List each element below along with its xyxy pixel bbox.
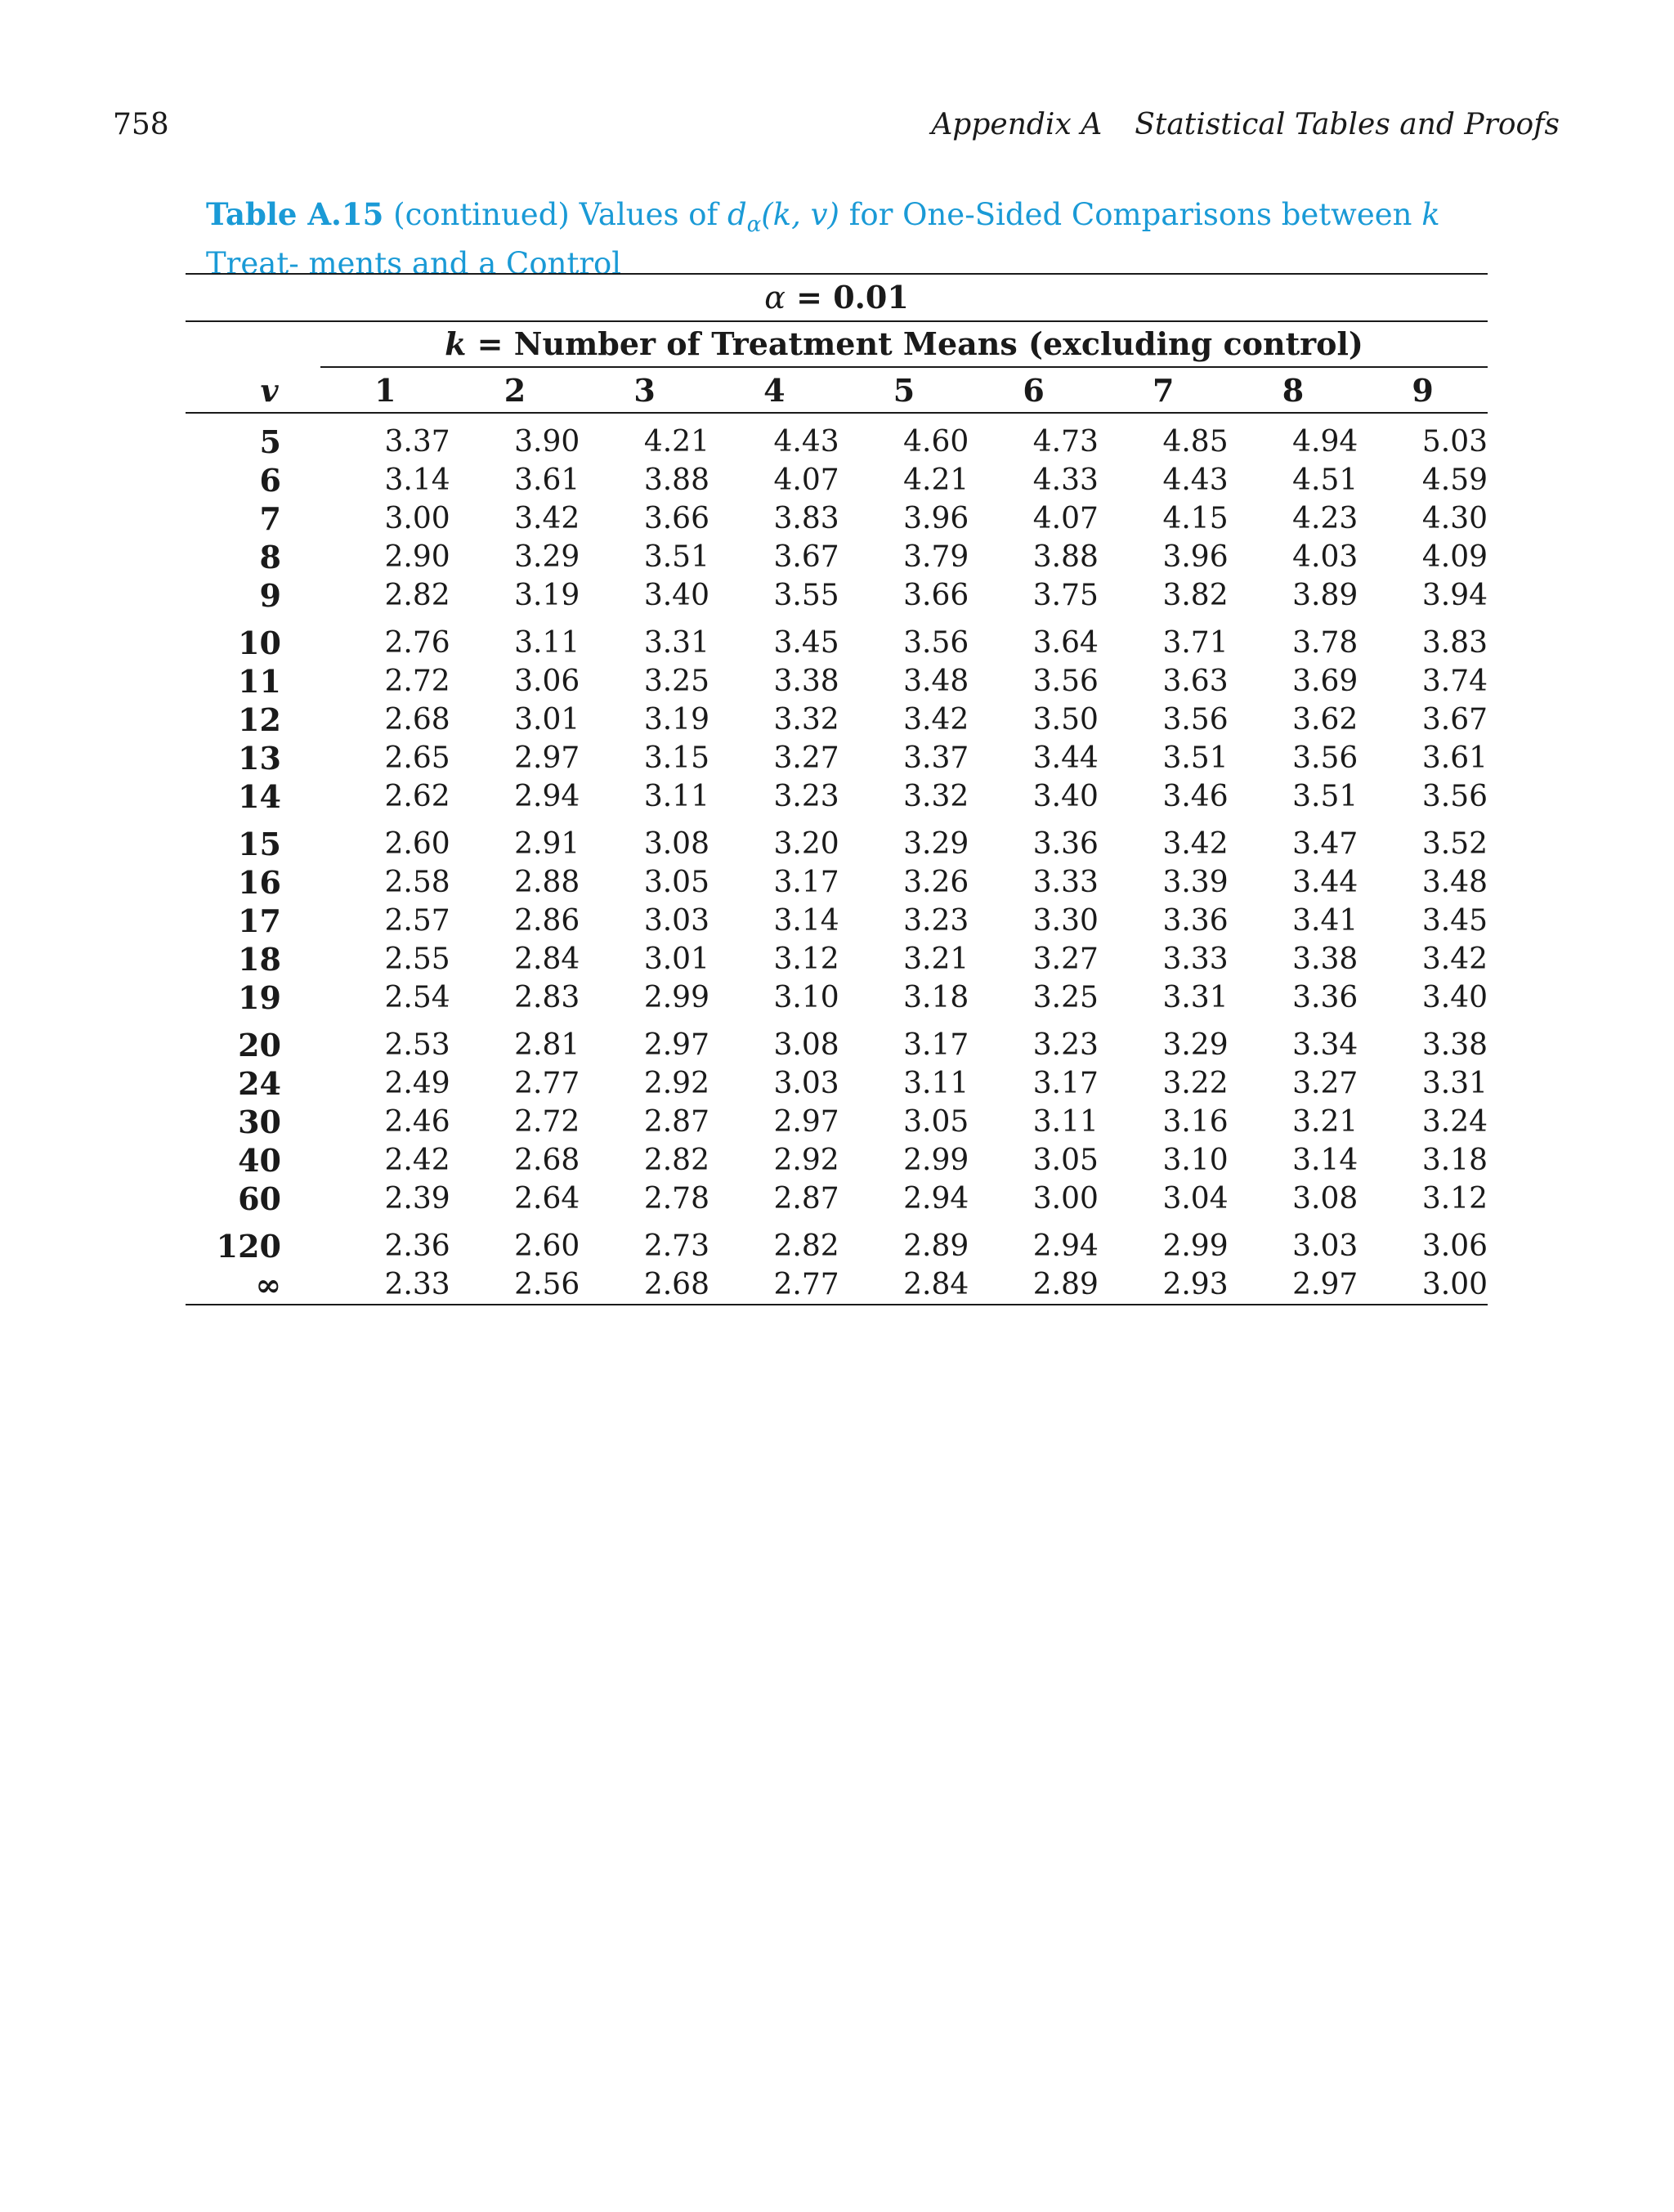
table-row: [186, 1141, 1488, 1180]
table-cell: 2.89: [903, 1229, 969, 1263]
table-cell: 3.30: [1032, 904, 1099, 938]
table-cell: 2.46: [384, 1105, 450, 1139]
table-cell: 2.53: [384, 1028, 450, 1062]
table-cell: 3.26: [903, 866, 969, 899]
table-cell: 3.40: [1421, 981, 1488, 1014]
table-cell: 3.33: [1162, 943, 1229, 976]
table-cell: 4.15: [1162, 502, 1229, 535]
table-cell: 3.31: [1162, 981, 1229, 1014]
table-cell: 4.43: [1162, 463, 1229, 497]
row-v-label: 30: [238, 1104, 281, 1140]
table-cell: 3.94: [1421, 579, 1488, 612]
column-header-k9: 9: [1358, 368, 1488, 413]
table-cell: 3.23: [903, 904, 969, 938]
table-cell: 3.46: [1162, 780, 1229, 813]
running-head: [931, 108, 1560, 141]
table-cell: 3.25: [1032, 981, 1099, 1014]
table-cell: 2.84: [839, 1265, 969, 1305]
table-cell: 3.06: [1421, 1229, 1488, 1263]
table-cell: 3.61: [514, 463, 580, 497]
table-cell: 3.24: [1421, 1105, 1488, 1139]
row-v-label: 24: [238, 1065, 281, 1102]
table-cell: 3.27: [773, 741, 839, 775]
table-cell: 3.44: [1292, 866, 1358, 899]
alpha-symbol: α: [764, 280, 786, 316]
table-cell: 3.00: [384, 502, 450, 535]
data-table: [186, 368, 1488, 1305]
table-cell: 3.17: [1032, 1067, 1099, 1100]
table-cell: 2.33: [320, 1265, 450, 1305]
caption-text-before: (continued) Values of: [393, 197, 727, 232]
table-cell: 3.29: [903, 827, 969, 861]
table-cell: 4.07: [1032, 502, 1099, 535]
table-row: [186, 499, 1488, 538]
table-body: [186, 413, 1488, 1305]
table-cell: 2.87: [643, 1105, 709, 1139]
k-header: [186, 322, 1488, 366]
table-cell: 2.73: [643, 1229, 709, 1263]
table-cell: 4.51: [1292, 463, 1358, 497]
table-cell: 3.16: [1162, 1105, 1229, 1139]
caption-k: k: [1421, 197, 1440, 232]
table-cell: 3.23: [773, 780, 839, 813]
table-cell: 3.42: [1162, 827, 1229, 861]
v-column-header: v: [186, 368, 320, 413]
table-cell: 3.29: [1162, 1028, 1229, 1062]
table-cell: 4.94: [1292, 425, 1358, 459]
table-cell: 4.30: [1421, 502, 1488, 535]
table-cell: 2.97: [1229, 1265, 1358, 1305]
table-row: [186, 1180, 1488, 1218]
table-cell: 2.58: [384, 866, 450, 899]
table-cell: 2.62: [384, 780, 450, 813]
table-cell: 3.27: [1292, 1067, 1358, 1100]
table-cell: 4.73: [1032, 425, 1099, 459]
table-cell: 2.90: [384, 540, 450, 574]
table-cell: 2.91: [514, 827, 580, 861]
column-header-k1: 1: [320, 368, 450, 413]
row-v-label: 12: [238, 701, 281, 738]
table-row: [186, 902, 1488, 940]
table-cell: 2.72: [514, 1105, 580, 1139]
table-cell: 3.61: [1421, 741, 1488, 775]
table-cell: 3.08: [773, 1028, 839, 1062]
table-cell: 3.50: [1032, 703, 1099, 737]
table-cell: 2.82: [384, 579, 450, 612]
table-row: [186, 701, 1488, 739]
table-cell: 4.03: [1292, 540, 1358, 574]
table-cell: 2.83: [514, 981, 580, 1014]
table-cell: 3.42: [903, 703, 969, 737]
row-v-label: 14: [238, 778, 281, 815]
table-row: [186, 739, 1488, 777]
table-cell: 4.09: [1421, 540, 1488, 574]
table-cell: 3.45: [1421, 904, 1488, 938]
table-cell: 2.87: [773, 1182, 839, 1216]
table-row: [186, 978, 1488, 1017]
table-cell: 3.40: [643, 579, 709, 612]
row-v-label: 18: [238, 941, 281, 978]
table-cell: 2.92: [643, 1067, 709, 1100]
row-v-label: 17: [238, 902, 281, 939]
table-cell: 3.45: [773, 626, 839, 660]
table-cell: 4.21: [903, 463, 969, 497]
table-cell: 5.03: [1421, 425, 1488, 459]
table-cell: 3.03: [1292, 1229, 1358, 1263]
table-cell: 2.56: [450, 1265, 580, 1305]
table-cell: 3.37: [384, 425, 450, 459]
table-cell: 3.83: [1421, 626, 1488, 660]
table-cell: 3.33: [1032, 866, 1099, 899]
alpha-value: = 0.01: [796, 279, 909, 316]
row-v-label: 7: [259, 500, 281, 537]
table-cell: 3.36: [1032, 827, 1099, 861]
row-v-label: 40: [238, 1142, 281, 1179]
table-cell: 3.66: [903, 579, 969, 612]
row-v-label: 19: [238, 979, 281, 1016]
table-cell: 2.76: [384, 626, 450, 660]
table-cell: 4.85: [1162, 425, 1229, 459]
table-cell: 3.51: [643, 540, 709, 574]
table-cell: 2.88: [514, 866, 580, 899]
table-cell: 3.32: [773, 703, 839, 737]
table-cell: 3.21: [903, 943, 969, 976]
table-cell: 2.57: [384, 904, 450, 938]
table-cell: 3.96: [1162, 540, 1229, 574]
table-row: [186, 816, 1488, 863]
table-cell: 3.64: [1032, 626, 1099, 660]
table-cell: 2.93: [1099, 1265, 1229, 1305]
row-v-label: 20: [238, 1027, 281, 1063]
table-cell: 2.42: [384, 1144, 450, 1177]
table-cell: 3.79: [903, 540, 969, 574]
table-cell: 3.56: [1032, 665, 1099, 698]
table-cell: 3.31: [643, 626, 709, 660]
table-cell: 2.86: [514, 904, 580, 938]
running-head-section: Statistical Tables and Proofs: [1135, 108, 1560, 141]
table-cell: 3.19: [643, 703, 709, 737]
table-cell: 3.11: [1032, 1105, 1099, 1139]
table-cell: 2.65: [384, 741, 450, 775]
table-cell: 3.96: [903, 502, 969, 535]
table-cell: 3.88: [1032, 540, 1099, 574]
caption-text-after: for One-Sided Comparisons between: [839, 197, 1422, 232]
table-cell: 3.51: [1162, 741, 1229, 775]
table-cell: 3.29: [514, 540, 580, 574]
table-cell: 2.84: [514, 943, 580, 976]
table-cell: 3.18: [1421, 1144, 1488, 1177]
table-cell: 3.17: [903, 1028, 969, 1062]
table-cell: 3.00: [1358, 1265, 1488, 1305]
table-cell: 3.67: [773, 540, 839, 574]
table-cell: 3.14: [773, 904, 839, 938]
table-cell: 3.08: [1292, 1182, 1358, 1216]
table-row: [186, 863, 1488, 902]
row-v-label: 11: [238, 663, 281, 700]
column-header-k7: 7: [1099, 368, 1229, 413]
table-cell: 4.43: [773, 425, 839, 459]
table-cell: 3.12: [773, 943, 839, 976]
table-cell: 3.56: [903, 626, 969, 660]
table-cell: 3.82: [1162, 579, 1229, 612]
table-cell: 3.05: [643, 866, 709, 899]
row-v-label: ∞: [186, 1265, 320, 1305]
table-cell: 3.41: [1292, 904, 1358, 938]
table-cell: 3.11: [514, 626, 580, 660]
table-cell: 2.97: [773, 1105, 839, 1139]
table-cell: 3.00: [1032, 1182, 1099, 1216]
table-cell: 3.56: [1292, 741, 1358, 775]
table-cell: 3.08: [643, 827, 709, 861]
table-cell: 3.78: [1292, 626, 1358, 660]
table-cell: 3.56: [1421, 780, 1488, 813]
table-cell: 2.68: [580, 1265, 709, 1305]
table-cell: 3.67: [1421, 703, 1488, 737]
table-cell: 3.18: [903, 981, 969, 1014]
table-row: [186, 1017, 1488, 1064]
row-v-label: 16: [238, 864, 281, 901]
row-v-label: 8: [259, 539, 281, 575]
table-cell: 4.33: [1032, 463, 1099, 497]
alpha-header: [186, 275, 1488, 320]
table-cell: 3.25: [643, 665, 709, 698]
table-cell: 3.75: [1032, 579, 1099, 612]
table-cell: 3.14: [384, 463, 450, 497]
table-cell: 2.94: [1032, 1229, 1099, 1263]
table-cell: 3.40: [1032, 780, 1099, 813]
table-cell: 2.64: [514, 1182, 580, 1216]
table-cell: 3.31: [1421, 1067, 1488, 1100]
table-cell: 3.42: [514, 502, 580, 535]
table-cell: 3.88: [643, 463, 709, 497]
table-cell: 3.39: [1162, 866, 1229, 899]
page-number: 758: [113, 108, 169, 141]
table-cell: 2.82: [643, 1144, 709, 1177]
table-cell: 3.42: [1421, 943, 1488, 976]
table-cell: 3.62: [1292, 703, 1358, 737]
table-caption: [206, 195, 1481, 284]
table-cell: 2.68: [514, 1144, 580, 1177]
table-cell: 3.47: [1292, 827, 1358, 861]
table-cell: 2.97: [514, 741, 580, 775]
column-header-k2: 2: [450, 368, 580, 413]
table-cell: 3.15: [643, 741, 709, 775]
table-cell: 4.07: [773, 463, 839, 497]
table-cell: 3.27: [1032, 943, 1099, 976]
table-cell: 3.37: [903, 741, 969, 775]
table-cell: 4.21: [643, 425, 709, 459]
caption-label: Table A.15: [206, 196, 384, 232]
table-cell: 3.55: [773, 579, 839, 612]
table-cell: 2.39: [384, 1182, 450, 1216]
table-cell: 2.89: [969, 1265, 1099, 1305]
table-cell: 3.11: [643, 780, 709, 813]
table-cell: 3.12: [1421, 1182, 1488, 1216]
table-cell: 2.81: [514, 1028, 580, 1062]
table-row: [186, 1103, 1488, 1141]
table-cell: 3.03: [773, 1067, 839, 1100]
table-cell: 3.38: [1292, 943, 1358, 976]
table-cell: 3.10: [773, 981, 839, 1014]
table-cell: 3.14: [1292, 1144, 1358, 1177]
row-v-label: 120: [216, 1228, 281, 1265]
table-cell: 3.10: [1162, 1144, 1229, 1177]
table-cell: 4.60: [903, 425, 969, 459]
table-cell: 3.74: [1421, 665, 1488, 698]
caption-symbol-args: (k, v): [761, 197, 839, 232]
table-cell: 2.97: [643, 1028, 709, 1062]
table-cell: 3.17: [773, 866, 839, 899]
k-symbol: k: [445, 325, 467, 362]
table-cell: 3.51: [1292, 780, 1358, 813]
table-cell: 2.99: [1162, 1229, 1229, 1263]
table-cell: 3.52: [1421, 827, 1488, 861]
table-cell: 2.55: [384, 943, 450, 976]
table-cell: 2.94: [903, 1182, 969, 1216]
table-row: [186, 576, 1488, 615]
table-cell: 3.38: [773, 665, 839, 698]
table-row: [186, 538, 1488, 576]
table-cell: 3.38: [1421, 1028, 1488, 1062]
column-header-k4: 4: [709, 368, 839, 413]
table-cell: 3.11: [903, 1067, 969, 1100]
table-cell: 3.19: [514, 579, 580, 612]
caption-text-end: Treat- ments and a Control: [206, 246, 622, 282]
table-cell: 3.71: [1162, 626, 1229, 660]
table-cell: 2.68: [384, 703, 450, 737]
caption-symbol-d: d: [727, 197, 747, 232]
table-cell: 3.21: [1292, 1105, 1358, 1139]
table-cell: 3.20: [773, 827, 839, 861]
table-cell: 2.72: [384, 665, 450, 698]
table-cell: 3.03: [643, 904, 709, 938]
table-cell: 3.04: [1162, 1182, 1229, 1216]
table-cell: 2.77: [709, 1265, 839, 1305]
running-head-appendix: Appendix A: [931, 108, 1103, 141]
column-header-k3: 3: [580, 368, 709, 413]
table-cell: 3.63: [1162, 665, 1229, 698]
table-cell: 3.22: [1162, 1067, 1229, 1100]
table-cell: 2.92: [773, 1144, 839, 1177]
table-row: [186, 1265, 1488, 1305]
table-row: [186, 461, 1488, 499]
table-cell: 3.48: [1421, 866, 1488, 899]
table-cell: 2.99: [903, 1144, 969, 1177]
table-cell: 3.56: [1162, 703, 1229, 737]
column-header-row: [186, 368, 1488, 413]
table-cell: 3.32: [903, 780, 969, 813]
row-v-label: 60: [238, 1180, 281, 1217]
table-cell: 3.05: [1032, 1144, 1099, 1177]
table-cell: 3.23: [1032, 1028, 1099, 1062]
table-cell: 2.49: [384, 1067, 450, 1100]
table-cell: 2.94: [514, 780, 580, 813]
critical-values-table: [186, 273, 1488, 1305]
row-v-label: 10: [238, 625, 281, 661]
row-v-label: 15: [238, 826, 281, 862]
table-cell: 4.59: [1421, 463, 1488, 497]
table-cell: 3.83: [773, 502, 839, 535]
table-cell: 2.82: [773, 1229, 839, 1263]
column-header-k8: 8: [1229, 368, 1358, 413]
table-row: [186, 1064, 1488, 1103]
row-v-label: 13: [238, 740, 281, 777]
table-row: [186, 662, 1488, 701]
table-cell: 3.05: [903, 1105, 969, 1139]
row-v-label: 5: [259, 423, 281, 460]
table-row: [186, 1218, 1488, 1265]
table-row: [186, 413, 1488, 461]
table-cell: 2.60: [514, 1229, 580, 1263]
table-cell: 2.60: [384, 827, 450, 861]
row-v-label: 6: [259, 462, 281, 499]
table-cell: 3.34: [1292, 1028, 1358, 1062]
table-cell: 3.01: [514, 703, 580, 737]
table-cell: 3.36: [1162, 904, 1229, 938]
table-cell: 3.90: [514, 425, 580, 459]
table-cell: 3.66: [643, 502, 709, 535]
table-cell: 2.99: [643, 981, 709, 1014]
column-header-k5: 5: [839, 368, 969, 413]
table-cell: 4.23: [1292, 502, 1358, 535]
table-cell: 3.44: [1032, 741, 1099, 775]
k-title: = Number of Treatment Means (excluding control): [477, 325, 1363, 362]
table-cell: 2.78: [643, 1182, 709, 1216]
table-row: [186, 777, 1488, 816]
table-cell: 3.89: [1292, 579, 1358, 612]
table-cell: 3.48: [903, 665, 969, 698]
table-cell: 3.06: [514, 665, 580, 698]
table-row: [186, 615, 1488, 662]
row-v-label: 9: [259, 577, 281, 614]
table-cell: 3.69: [1292, 665, 1358, 698]
table-cell: 2.36: [384, 1229, 450, 1263]
table-row: [186, 940, 1488, 978]
table-cell: 2.54: [384, 981, 450, 1014]
column-header-k6: 6: [969, 368, 1099, 413]
table-cell: 3.36: [1292, 981, 1358, 1014]
caption-symbol-alpha: α: [746, 213, 762, 238]
table-cell: 2.77: [514, 1067, 580, 1100]
table-cell: 3.01: [643, 943, 709, 976]
